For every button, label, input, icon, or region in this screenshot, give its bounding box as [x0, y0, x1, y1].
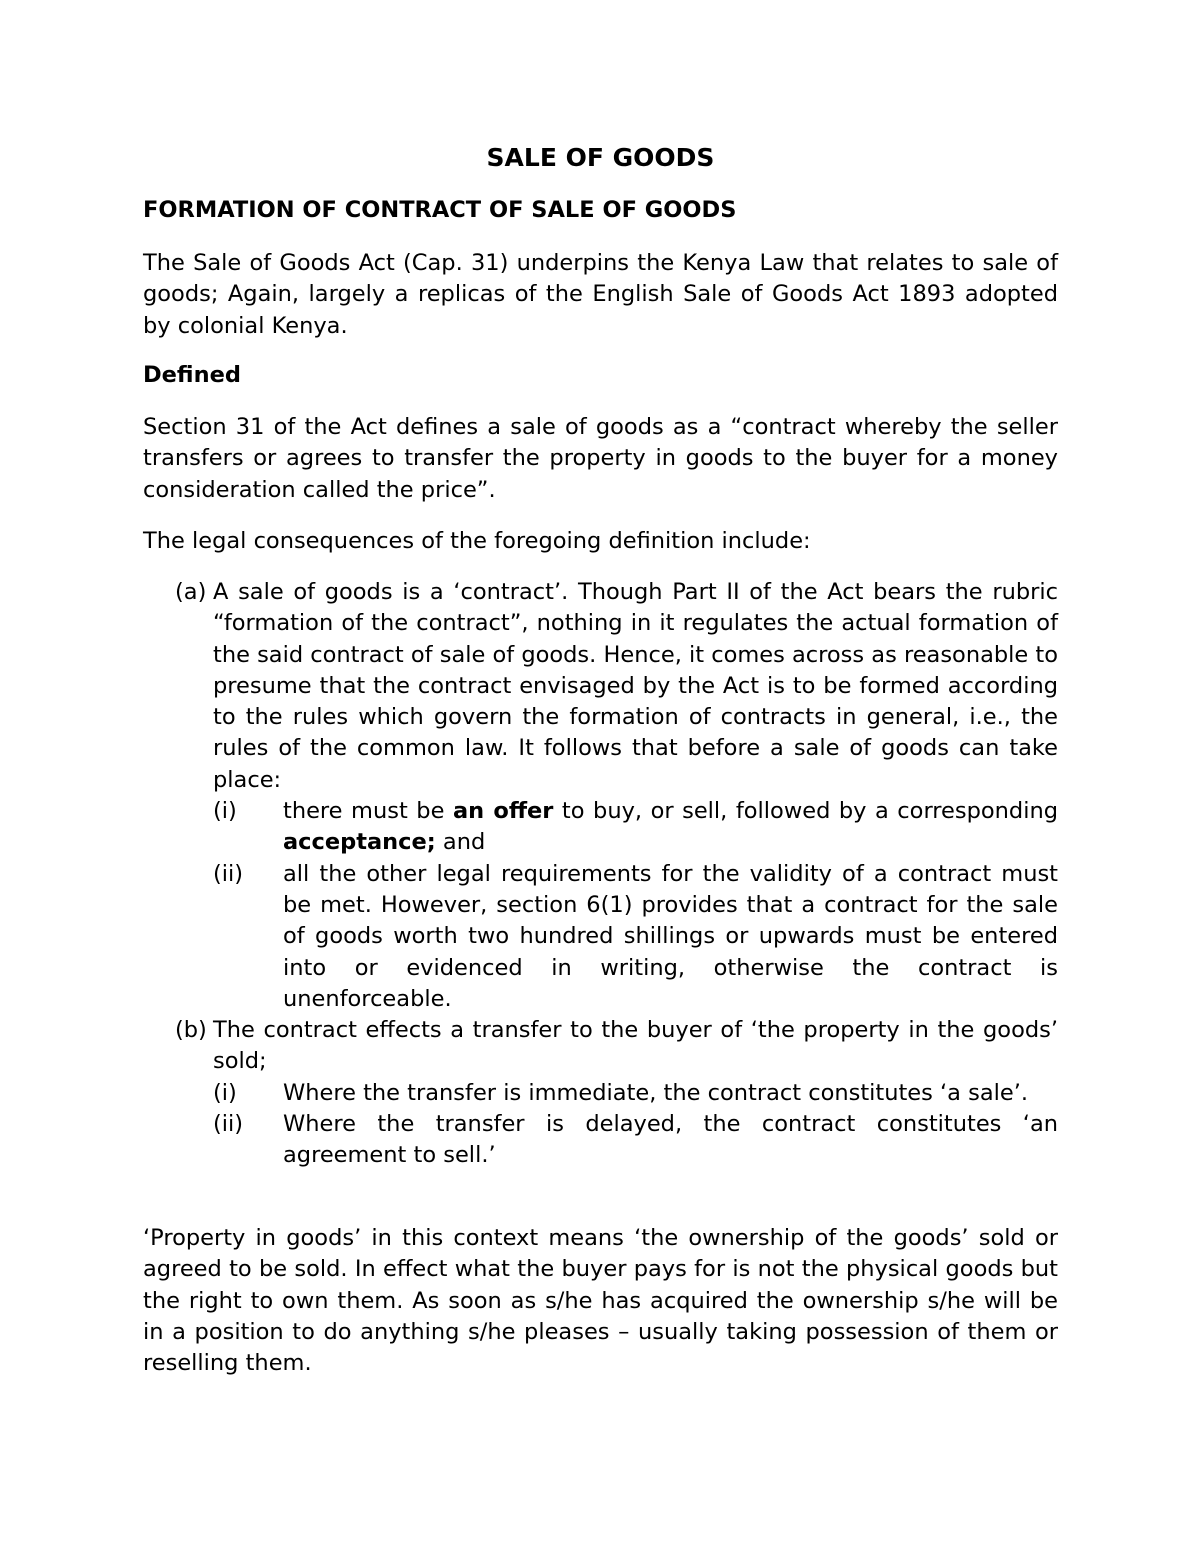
list-item-b-i	[143, 1078, 1058, 1109]
intro-paragraph: The Sale of Goods Act (Cap. 31) underpins the Kenya Law that relates to sale of goods; Again, largely a replicas of the English Sale of Goods Act 1893 adopted by colonial Kenya.	[143, 250, 1058, 339]
defined-heading: Defined	[143, 362, 241, 388]
list-item-b-ii-text: Where the transfer is delayed, the contract constitutes ‘an agreement to sell.’	[283, 1111, 1058, 1169]
list-item-b-i-text: Where the transfer is immediate, the contract constitutes ‘a sale’.	[283, 1079, 1029, 1106]
list-item-b-ii	[143, 1109, 1058, 1172]
list-marker-b: (b)	[175, 1017, 207, 1044]
list-item-a	[143, 577, 1058, 796]
list-marker-a-ii: (ii)	[213, 860, 244, 887]
list-item-b-text: The contract effects a transfer to the buyer of ‘the property in the goods’ sold;	[213, 1017, 1058, 1075]
list-item-a-i-mid: to buy, or sell, followed by a corresponding	[553, 798, 1059, 825]
acceptance-emphasis: acceptance;	[283, 829, 436, 856]
list-item-a-ii-text: all the other legal requirements for the validity of a contract must be met. However, section 6(1) provides that a contract for the sale of goods worth two hundred shillings or upwards must be entered into or evidenced in writing, otherwise the contract is unenforceable.	[283, 860, 1058, 1012]
list-item-a-ii	[143, 859, 1058, 1015]
list-item-a-i	[143, 796, 1058, 859]
list-item-a-i-post: and	[435, 829, 486, 856]
offer-emphasis: an offer	[452, 798, 554, 825]
definition-paragraph: Section 31 of the Act defines a sale of goods as a “contract whereby the seller transfers or agrees to transfer the property in goods to the buyer for a money consideration called the price”.	[143, 414, 1058, 503]
consequences-list	[143, 577, 1058, 1172]
list-item-a-i-pre: there must be	[283, 798, 453, 825]
document-title: SALE OF GOODS	[486, 143, 715, 172]
list-marker-a-i: (i)	[213, 798, 237, 825]
list-marker-b-ii: (ii)	[213, 1111, 244, 1138]
list-marker-a: (a)	[175, 579, 207, 605]
section-heading: FORMATION OF CONTRACT OF SALE OF GOODS	[143, 197, 737, 223]
list-item-a-text: A sale of goods is a ‘contract’. Though Part II of the Act bears the rubric “formation of the contract”, nothing in it regulates the actual formation of the said contract of sale of goods. Hence, it comes across as reasonable to presume that the contract envisaged by the Act is to be formed according to the rules which govern the formation of contracts in general, i.e., the rules of the common law. It follows that before a sale of goods can take place:	[213, 579, 1058, 793]
closing-paragraph: ‘Property in goods’ in this context means ‘the ownership of the goods’ sold or agreed to be sold. In effect what the buyer pays for is not the physical goods but the right to own them. As soon as s/he has acquired the ownership s/he will be in a position to do anything s/he pleases – usually taking possession of them or reselling them.	[143, 1225, 1058, 1377]
list-item-b	[143, 1015, 1058, 1078]
list-marker-b-i: (i)	[213, 1079, 237, 1106]
consequences-lead: The legal consequences of the foregoing definition include:	[143, 528, 811, 554]
